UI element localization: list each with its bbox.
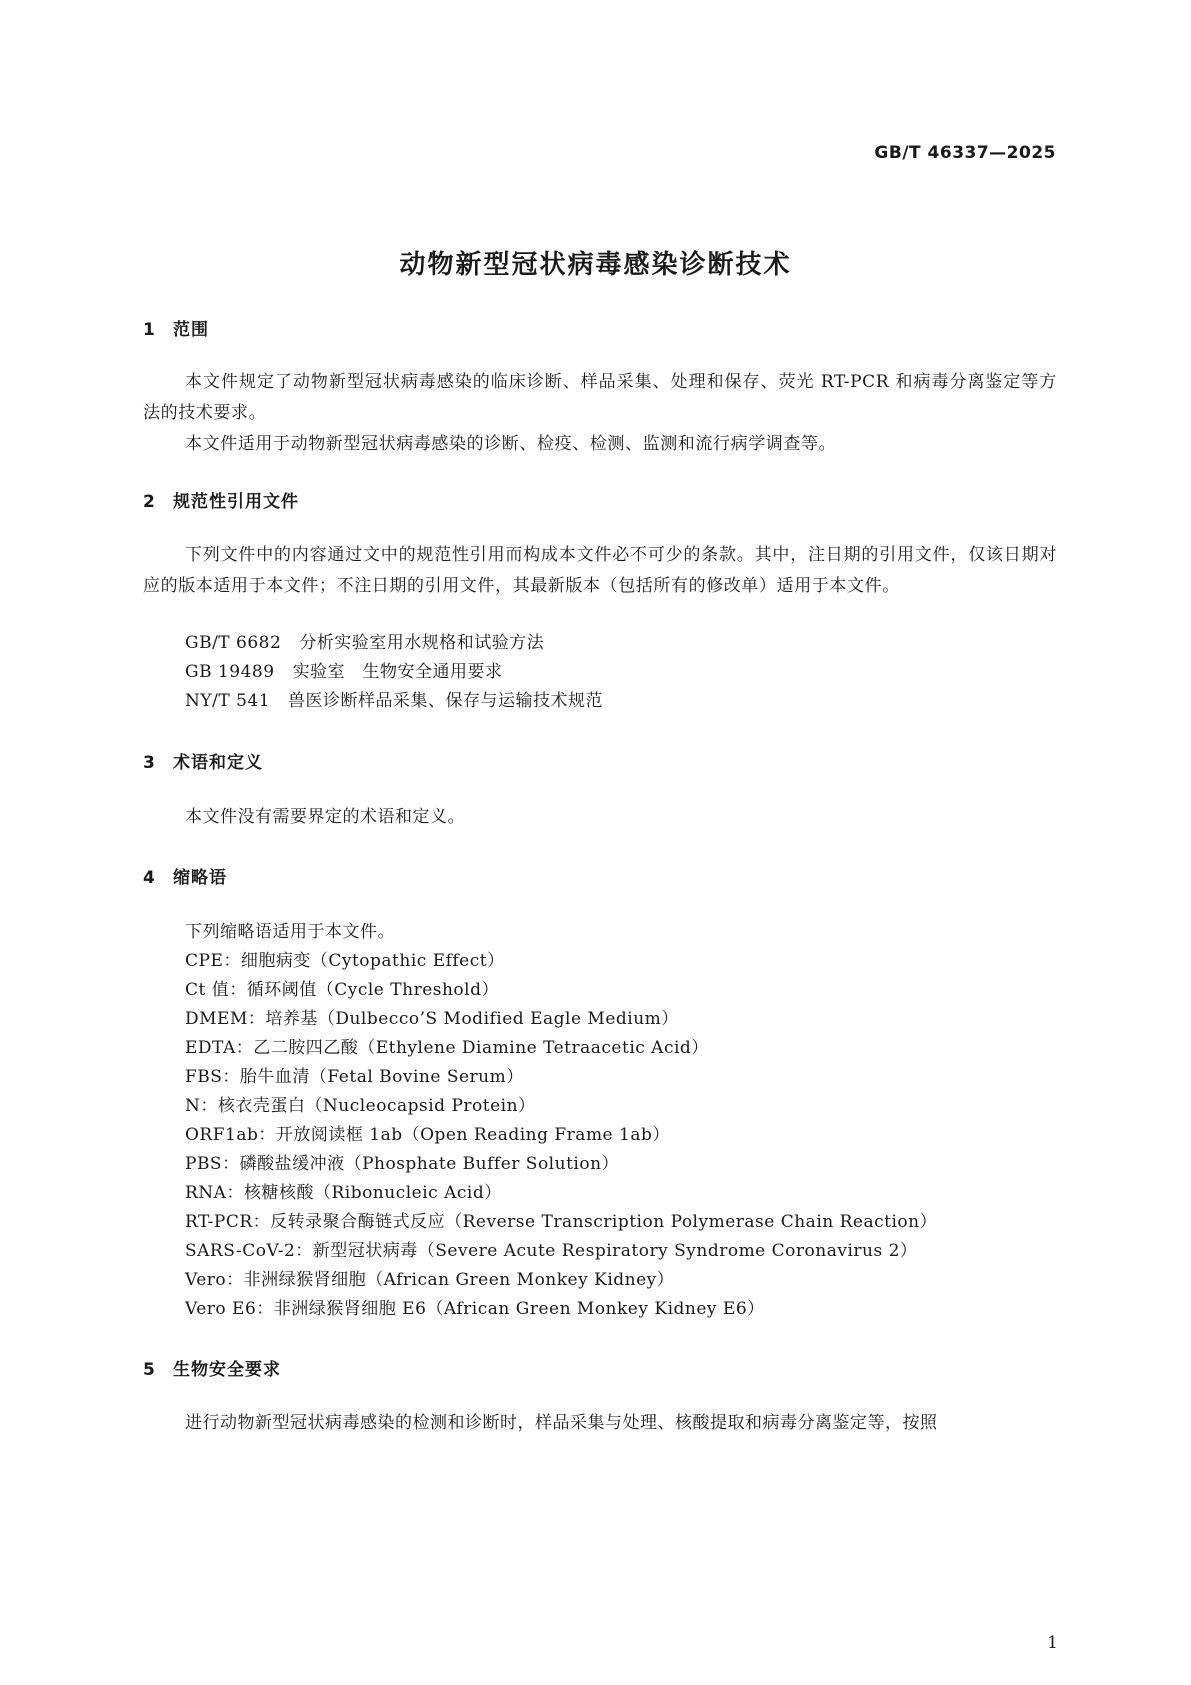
reference-title: 兽医诊断样品采集、保存与运输技术规范 (288, 691, 604, 711)
section-title: 生物安全要求 (173, 1360, 281, 1380)
section-title: 范围 (173, 320, 209, 340)
abbreviation-item: DMEM：培养基（Dulbecco’S Modified Eagle Medium） (185, 1009, 679, 1029)
section-4-heading (143, 863, 227, 888)
section-number: 2 (143, 492, 156, 512)
section-number: 3 (143, 753, 156, 773)
section-title: 规范性引用文件 (173, 492, 299, 512)
abbreviation-item: EDTA：乙二胺四乙酸（Ethylene Diamine Tetraacetic Acid） (185, 1038, 709, 1058)
abbreviation-item: FBS：胎牛血清（Fetal Bovine Serum） (185, 1067, 524, 1087)
section-title: 缩略语 (173, 868, 227, 888)
section-5-heading (143, 1355, 281, 1380)
section-4-intro: 下列缩略语适用于本文件。 (185, 922, 395, 942)
reference-code: GB 19489 (185, 662, 275, 682)
reference-code: GB/T 6682 (185, 633, 282, 653)
reference-item (185, 691, 603, 711)
reference-item (185, 662, 503, 682)
section-2-paragraph-1: 下列文件中的内容通过文中的规范性引用而构成本文件必不可少的条款。其中，注日期的引用文件，仅该日期对应的版本适用于本文件；不注日期的引用文件，其最新版本（包括所有的修改单）适用于本文件。 (143, 545, 1057, 596)
section-number: 5 (143, 1360, 156, 1380)
section-number: 4 (143, 868, 156, 888)
section-3-heading (143, 748, 263, 773)
reference-item (185, 633, 544, 653)
abbreviation-item: Ct 值：循环阈值（Cycle Threshold） (185, 980, 499, 1000)
document-title: 动物新型冠状病毒感染诊断技术 (399, 250, 792, 280)
page-number: 1 (1047, 1633, 1058, 1653)
standard-code: GB/T 46337—2025 (874, 143, 1056, 163)
abbreviation-item: RNA：核糖核酸（Ribonucleic Acid） (185, 1183, 502, 1203)
abbreviation-item: CPE：细胞病变（Cytopathic Effect） (185, 951, 505, 971)
abbreviation-item: Vero：非洲绿猴肾细胞（African Green Monkey Kidney） (185, 1270, 675, 1290)
section-5-paragraph-1: 进行动物新型冠状病毒感染的检测和诊断时，样品采集与处理、核酸提取和病毒分离鉴定等，按照 (185, 1413, 938, 1433)
section-number: 1 (143, 320, 156, 340)
reference-title: 实验室 生物安全通用要求 (292, 662, 503, 682)
reference-title: 分析实验室用水规格和试验方法 (299, 633, 545, 653)
abbreviation-item: ORF1ab：开放阅读框 1ab（Open Reading Frame 1ab） (185, 1125, 670, 1145)
section-3-paragraph-1: 本文件没有需要界定的术语和定义。 (185, 807, 465, 827)
section-1-heading (143, 315, 209, 340)
section-2-heading (143, 487, 299, 512)
abbreviation-item: Vero E6：非洲绿猴肾细胞 E6（African Green Monkey Kidney E6） (185, 1299, 765, 1319)
reference-code: NY/T 541 (185, 691, 271, 711)
abbreviation-item: N：核衣壳蛋白（Nucleocapsid Protein） (185, 1096, 536, 1116)
section-title: 术语和定义 (173, 753, 263, 773)
abbreviation-item: PBS：磷酸盐缓冲液（Phosphate Buffer Solution） (185, 1154, 620, 1174)
abbreviation-item: SARS-CoV-2：新型冠状病毒（Severe Acute Respiratory Syndrome Coronavirus 2） (185, 1241, 918, 1261)
abbreviation-item: RT-PCR：反转录聚合酶链式反应（Reverse Transcription Polymerase Chain Reaction） (185, 1212, 938, 1232)
section-1-paragraph-1: 本文件规定了动物新型冠状病毒感染的临床诊断、样品采集、处理和保存、荧光 RT-PCR 和病毒分离鉴定等方法的技术要求。 (143, 372, 1057, 423)
section-1-paragraph-2: 本文件适用于动物新型冠状病毒感染的诊断、检疫、检测、监测和流行病学调查等。 (185, 434, 837, 454)
